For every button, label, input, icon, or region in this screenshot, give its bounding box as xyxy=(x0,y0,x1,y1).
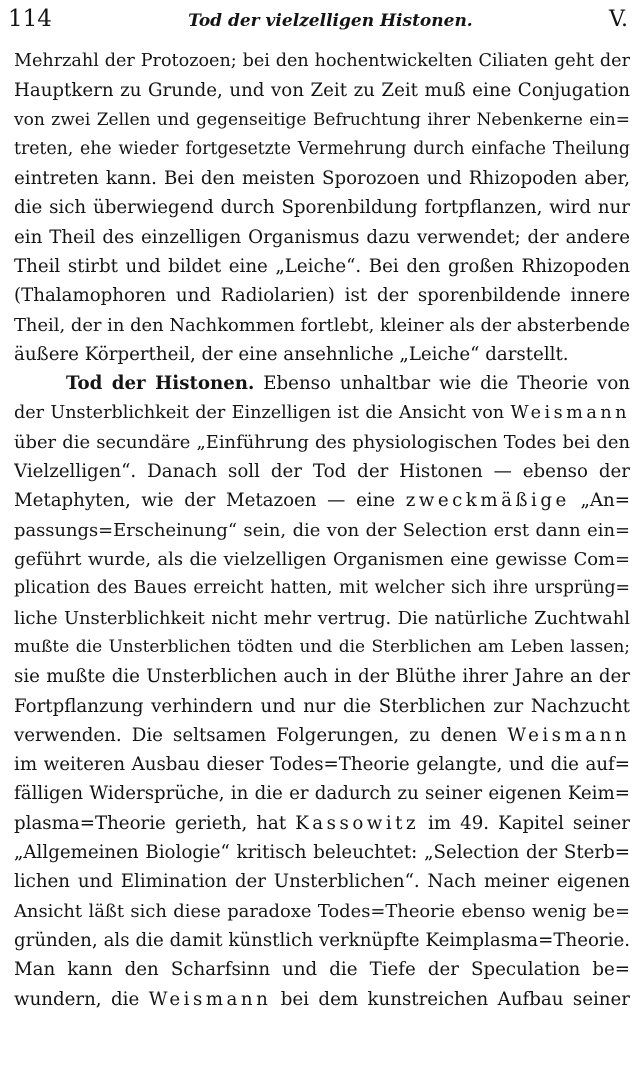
text-line: eintreten kann. Bei den meisten Sporozoen und Rhizopoden aber, xyxy=(14,168,630,190)
text-span: bei dem kunstreichen Aufbau seiner xyxy=(280,988,630,1010)
text-line xyxy=(14,369,630,398)
text-line: Ansicht läßt sich diese paradoxe Todes=Theorie ebenso wenig be= xyxy=(14,900,630,922)
text-line: mußte die Unsterblichen tödten und die Sterblichen am Leben lassen; xyxy=(14,636,630,657)
text-span: wundern, die xyxy=(14,988,140,1010)
text-line: treten, ehe wieder fortgesetzte Vermehrung durch einfache Theilung xyxy=(14,138,630,159)
text-line: gründen, als die damit künstlich verknüpfte Keimplasma=Theorie. xyxy=(14,929,630,951)
text-line xyxy=(14,486,630,515)
text-line: „Allgemeinen Biologie“ kritisch beleuchtet: „Selection der Sterb= xyxy=(14,842,630,864)
text-line: (Thalamophoren und Radiolarien) ist der sporenbildende innere xyxy=(14,285,630,307)
text-line: lichen und Elimination der Unsterblichen“. Nach meiner eigenen xyxy=(14,871,630,893)
text-line: Hauptkern zu Grunde, und von Zeit zu Zeit muß eine Conjugation xyxy=(14,80,630,102)
text-line: Fortpflanzung verhindern und nur die Sterblichen zur Nachzucht xyxy=(14,695,630,717)
section-heading: Tod der Histonen. xyxy=(66,373,255,395)
text-line: Vielzelligen“. Danach soll der Tod der Histonen — ebenso der xyxy=(14,461,630,483)
text-line: liche Unsterblichkeit nicht mehr vertrug. Die natürliche Zuchtwahl xyxy=(14,607,630,629)
section-number: V. xyxy=(608,7,628,32)
page-number: 114 xyxy=(8,6,52,32)
text-line: sie mußte die Unsterblichen auch in der Blüthe ihrer Jahre an der xyxy=(14,666,630,688)
text-span: Metaphyten, wie der Metazoen — eine xyxy=(14,490,396,512)
text-line: Theil, der in den Nachkommen fortlebt, kleiner als der absterbende xyxy=(14,314,630,336)
text-span: der Unsterblichkeit der Einzelligen ist die Ansicht von xyxy=(14,402,505,423)
page-header xyxy=(8,6,628,36)
text-line: im weiteren Ausbau dieser Todes=Theorie gelangte, und die auf= xyxy=(14,754,630,776)
author-name: Weismann xyxy=(507,724,630,746)
body-text xyxy=(14,47,630,1014)
text-line: über die secundäre „Einführung des physiologischen Todes bei den xyxy=(14,431,630,453)
text-line: passungs=Erscheinung“ sein, die von der Selection erst dann ein= xyxy=(14,519,630,541)
text-span: „An= xyxy=(580,490,630,512)
text-line: fälligen Widersprüche, in die er dadurch zu seiner eigenen Keim= xyxy=(14,783,630,805)
text-span: Ebenso unhaltbar wie die Theorie von xyxy=(263,373,630,395)
text-line: äußere Körpertheil, der eine ansehnliche „Leiche“ darstellt. xyxy=(14,343,569,365)
paragraph-protozoa xyxy=(14,47,630,369)
author-name: Weismann xyxy=(148,988,272,1010)
text-line: plication des Baues erreicht hatten, mit welcher sich ihre ursprüng= xyxy=(14,578,630,599)
text-line: die sich überwiegend durch Sporenbildung fortpflanzen, wird nur xyxy=(14,197,630,219)
text-line: ein Theil des einzelligen Organismus dazu verwendet; der andere xyxy=(14,226,630,248)
text-line: geführt wurde, als die vielzelligen Organismen eine gewisse Com= xyxy=(14,549,630,571)
paragraph-histonen xyxy=(14,369,630,1014)
text-span: verwenden. Die seltsamen Folgerungen, zu denen xyxy=(14,724,498,746)
text-line xyxy=(14,721,630,750)
text-line: von zwei Zellen und gegenseitige Befruchtung ihrer Nebenkerne ein= xyxy=(14,109,630,130)
author-name: Kassowitz xyxy=(295,812,420,834)
running-title: Tod der vielzelligen Histonen. xyxy=(188,11,473,31)
text-span: plasma=Theorie gerieth, hat xyxy=(14,812,287,834)
text-line xyxy=(14,399,630,428)
text-line xyxy=(14,809,630,838)
text-line: Mehrzahl der Protozoen; bei den hochentwickelten Ciliaten geht der xyxy=(14,51,630,71)
text-line: Theil stirbt und bildet eine „Leiche“. Bei den großen Rhizopoden xyxy=(14,256,630,278)
emphasis: zweckmäßige xyxy=(405,490,570,512)
text-span: im 49. Kapitel seiner xyxy=(428,812,630,834)
author-name: Weismann xyxy=(510,402,630,423)
text-line: Man kann den Scharfsinn und die Tiefe der Speculation be= xyxy=(14,959,630,981)
text-line xyxy=(14,985,630,1014)
